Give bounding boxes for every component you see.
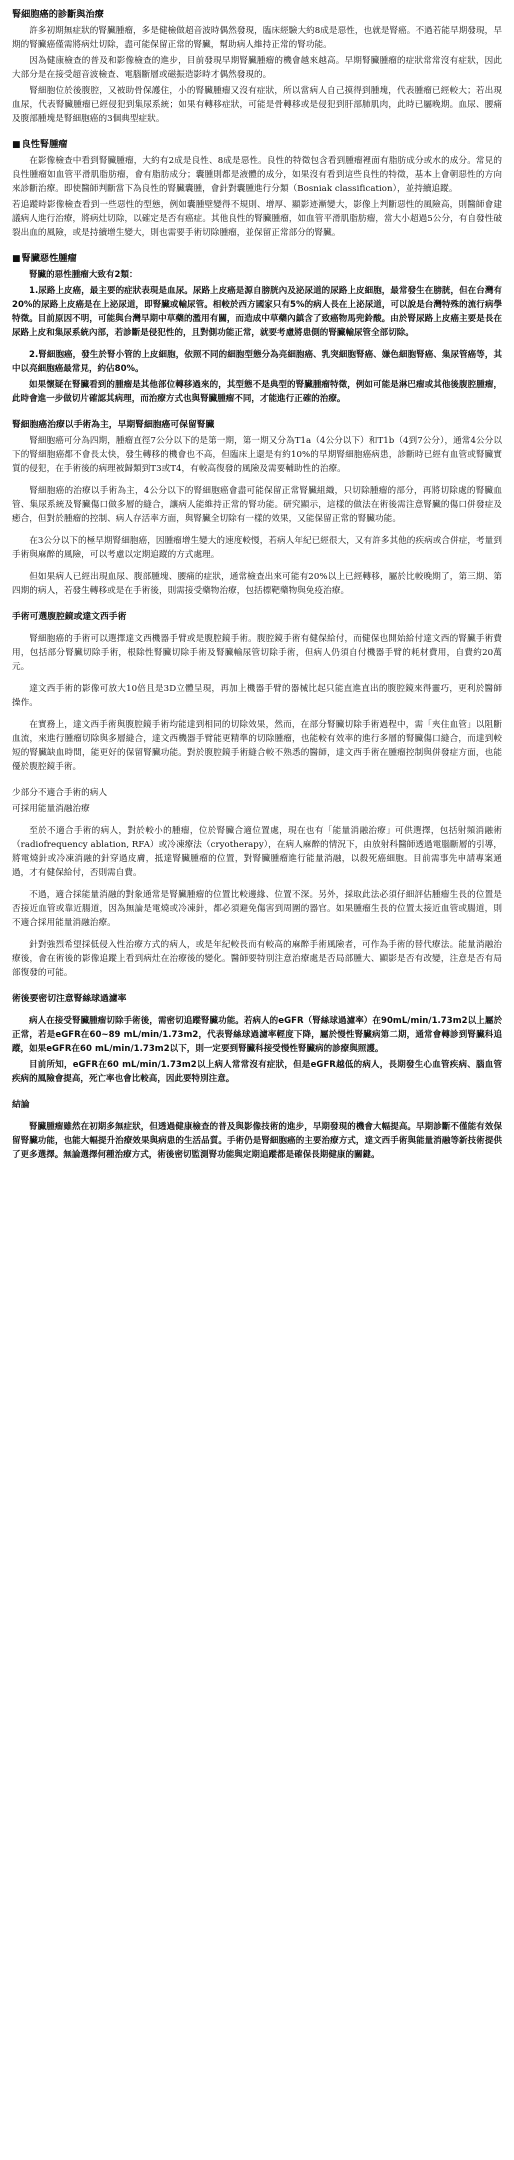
paragraph: 腎細胞癌的治療以手術為主，4公分以下的腎細胞癌會盡可能保留正常腎臟組織，只切除腫瘤的部分，再將切除處的腎臟血管、集尿系統及腎臟傷口做多層的縫合，讓病人能維持正常的腎功能。研究顯示，這樣的做法在術後需注意腎臟的傷口併發症及癒合，但對於腫瘤的控制、病人存活率方面，與腎臟全切除有一樣的效果，又能保留正常的腎臟功能。 [12,486,502,524]
paragraph: 病人在接受腎臟腫瘤切除手術後，需密切追蹤腎臟功能。若病人的eGFR（腎絲球過濾率）在90mL/min/1.73m2以上屬於正常，若是eGFR在60~89 mL/min/1.73m2，代表腎絲球過濾率輕度下降，屬於慢性腎臟病第二期，通常會轉診到腎臟科追蹤，如果eGFR在60 mL/min/1.73m2以下，則一定要到腎臟科接受慢性腎臟病的診療與照護。 [12,1016,502,1054]
paragraph-lead: 腎臟的惡性腫瘤大致有2類： [29,270,138,280]
section-title: 結論 [12,1100,30,1110]
section-surgery-main [12,418,502,598]
paragraph: 目前所知，eGFR在60 mL/min/1.73m2以上病人常常沒有症狀，但是eGFR越低的病人，長期發生心血管疾病、腦血管疾病的風險會提高，死亡率也會比較高，因此要特別注意。 [12,1060,502,1084]
paragraph: 在實務上，達文西手術與腹腔鏡手術均能達到相同的切除效果，然而，在部分腎臟切除手術過程中，需「夾住血管」以阻斷血流，來進行腫瘤切除與多層縫合，達文西機器手臂能更精準的切除腫瘤，也能較有效率的進行多層的腎臟傷口縫合，而達到較短的腎臟缺血時間，能更好的保留腎臟功能。對於腹腔鏡手術縫合較不熟悉的醫師，達文西手術在腫瘤控制與併發症方面，也能優於腹腔鏡手術。 [12,720,502,772]
section-title: ■ 良性腎腫瘤 [12,138,502,152]
paragraph: 不過，適合採能量消融的對象通常是腎臟腫瘤的位置比較邊緣、位置不深。另外，採取此法必須仔細評估腫瘤生長的位置是否接近血管或靠近腸道，因為無論是電燒或冷凍針，都必須避免傷害到周圍的器官。如果腫瘤生長的位置太接近血管或腸道，則不適合採用能量消融治療。 [12,890,502,928]
paragraph: 在影像檢查中看到腎臟腫瘤，大約有2成是良性、8成是惡性。良性的特徵包含看到腫瘤裡面有脂肪成分或水的成分。常見的良性腫瘤如血管平滑肌脂肪瘤，會有脂肪成分；囊腫則都是液體的成分，如果沒有看到這些良性的特徵，基本上會朝惡性的方向來診斷治療。即使醫師判斷當下為良性的腎臟囊腫，會針對囊腫進行分類（Bosniak classification），並持續追蹤。 [12,156,502,194]
section-title: 腎細胞癌治療以手術為主，早期腎細胞癌可保留腎臟 [12,420,215,430]
section-egfr [12,992,502,1086]
paragraph: 若追蹤時影像檢查看到一些惡性的型態，例如囊腫壁變得不規則、增厚、顯影迹漸變大，影像上判斷惡性的風險高，則醫師會建議病人進行治療，將病灶切除，以確定是否有癌症。其他良性的腎臟腫瘤，如血管平滑肌脂肪瘤，當大小超過5公分，有自發性破裂出血的風險，或是持續增生變大，則也需要手術切除腫瘤，並保留正常部分的腎臟。 [12,200,502,238]
paragraph: 腎細胞癌的手術可以選擇達文西機器手臂或是腹腔鏡手術。腹腔鏡手術有健保給付，而健保也開始給付達文西的腎臟手術費用，包括部分腎臟切除手術，根除性腎臟切除手術及腎臟輸尿管切除手術，但病人仍須自付機器手臂的耗材費用，自費約20萬元。 [12,634,502,672]
paragraph: 因為健康檢查的普及和影像檢查的進步，目前發現早期腎臟腫瘤的機會越來越高。早期腎臟腫瘤的症狀常常沒有症狀，因此大部分是在接受超音波檢查、電腦斷層或磁振造影時才偶然發現的。 [12,56,502,80]
paragraph: 腎細胞位於後腹腔，又被助骨保護住，小的腎臟腫瘤又沒有症狀，所以當病人自己摸得到腫塊，代表腫瘤已經較大；若出現血尿，代表腎臟腫瘤已經侵犯到集尿系統；如果有轉移症狀，可能是骨轉移或是侵犯到肝部肺肌肉，此時已屬晚期。血尿、腰痛及腹部腫塊是腎細胞癌的3個典型症狀。 [12,86,502,124]
paragraph: 在3公分以下的極早期腎細胞癌，因腫瘤增生變大的速度較慢，若病人年紀已經很大，又有許多其他的疾病或合併症，考量到手術與麻醉的風險，可以考慮以定期追蹤的方式處理。 [12,536,502,560]
section-title: ■ 腎臟惡性腫瘤 [12,252,502,266]
paragraph: 腎臟腫瘤雖然在初期多無症狀，但透過健康檢查的普及與影像技術的進步，早期發現的機會大幅提高。早期診斷不僅能有效保留腎臟功能，也能大幅提升治療效果與病患的生活品質。手術仍是腎細胞癌的主要治療方式，達文西手術與能量消融等新技術提供了更多選擇。無論選擇何種治療方式，術後密切監測腎功能與定期追蹤都是確保長期健康的關鍵。 [12,1122,502,1160]
section-title: 手術可選腹腔鏡或達文西手術 [12,612,127,622]
paragraph: 達文西手術的影像可放大10倍且是3D立體呈現，再加上機器手臂的器械比起只能直進直出的腹腔鏡來得靈巧，更利於醫師操作。 [12,684,502,708]
section-diagnosis [12,8,502,126]
section-conclusion [12,1098,502,1162]
subheading-line: 可採用能量消融治療 [12,804,90,814]
paragraph: 2.腎細胞癌，發生於腎小管的上皮細胞，依照不同的細胞型態分為亮細胞癌、乳突細胞腎癌、嫌色細胞腎癌、集尿管癌等，其中以亮細胞癌最常見，約佔80%。 [12,350,502,374]
subheading-line: 少部分不適合手術的病人 [12,788,108,798]
paragraph: 如果懷疑在腎臟看到的腫瘤是其他部位轉移過來的，其型態不是典型的腎臟腫瘤特徵，例如可能是淋巴瘤或其他後腹腔腫瘤，此時會進一步做切片確認其病理，而治療方式也與腎臟腫瘤不同，才能進行正確的治療。 [12,380,502,404]
paragraph: 1.尿路上皮癌，最主要的症狀表現是血尿。尿路上皮癌是源自膀胱內及泌尿道的尿路上皮細胞，最常發生在膀胱，但在台灣有20%的尿路上皮癌是在上泌尿道，即腎臟或輸尿管。相較於西方國家只有5%的病人長在上泌尿道，可以說是台灣特殊的流行病學特徵。目前原因不明，可能與台灣早期中草藥的濫用有關，而造成中草藥內鎮含了致癌物馬兜鈴酸。由於腎尿路上皮癌主要是長在尿路上皮和集尿系統內部，若診斷是侵犯性的，且對側功能正常，就要考慮將患側的腎臟輸尿管全部切除。 [12,286,502,338]
paragraph: 許多初期無症狀的腎臟腫瘤，多是健檢做超音波時偶然發現，臨床經驗大約8成是惡性，也就是腎癌。不過若能早期發現，早期的腎臟癌僅需將病灶切除，盡可能保留正常的腎臟，幫助病人維持正常的腎功能。 [12,26,502,50]
paragraph: 針對強烈希望採低侵入性治療方式的病人，或是年紀較長而有較高的麻醉手術風險者，可作為手術的替代療法。能量消融治療後，會在術後的影像追蹤上看到病灶在治療後的變化。醫師要特別注意治療處是否局部腫大、顯影是否有改變，注意是否有局部復發的可能。 [12,940,502,978]
section-malignant-tumor [12,252,502,406]
section-benign-tumor [12,138,502,240]
paragraph: 至於不適合手術的病人，對於較小的腫瘤，位於腎臟合適位置處，現在也有「能量消融治療」可供選擇，包括射頻消融術（radiofrequency ablation, RFA）或冷凍療法（cryotherapy），在病人麻醉的情況下，由放射科醫師透過電腦斷層的引導，將電燒針或冷凍消融的針穿過皮膚，抵達腎臟腫瘤的位置，對腎臟腫瘤進行能量消融，以殺死癌細胞。目前需事先申請專案通過，才有健保給付，否則需自費。 [12,826,502,878]
section-ablation [12,786,502,980]
paragraph: 腎細胞癌可分為四期，腫瘤直徑7公分以下的是第一期，第一期又分為T1a（4公分以下）和T1b（4到7公分），通常4公分以下的腎細胞癌都不會長太快，發生轉移的機會也不高，但臨床上還是有約10%的早期腎細胞癌病患，診斷時已經有血管或腎臟實質的侵犯，在手術後的病理被歸類到T3或T4，有較高復發的風險及需要輔助性的治療。 [12,436,502,474]
paragraph: 但如果病人已經出現血尿、腹部腫塊、腰痛的症狀，通常檢查出來可能有20%以上已經轉移，屬於比較晚期了，第三期、第四期的病人，若發生轉移或是在手術後，則需接受藥物治療，包括標靶藥物與免疫治療。 [12,572,502,596]
section-surgery-options [12,610,502,774]
section-title: 腎細胞癌的診斷與治療 [12,9,104,20]
section-title: 術後要密切注意腎絲球過濾率 [12,994,127,1004]
